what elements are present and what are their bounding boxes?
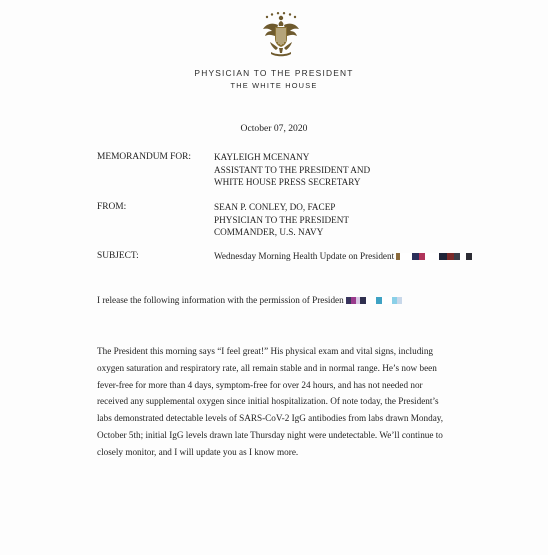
- release-text: I release the following information with the permission of Presiden: [97, 295, 344, 305]
- body-line: The President this morning says “I feel great!” His physical exam and vital signs, including: [97, 346, 434, 356]
- body-line: received any supplemental oxygen since initial hospitalization. Of note today, the President’s: [97, 396, 439, 407]
- recipient-line: KAYLEIGH MCENANY: [214, 152, 310, 162]
- release-statement: [97, 295, 402, 305]
- body-paragraph: [97, 343, 477, 461]
- recipient-line: WHITE HOUSE PRESS SECRETARY: [214, 177, 361, 188]
- memorandum-subject: [214, 250, 472, 263]
- presidential-seal-icon: [261, 12, 301, 58]
- body-line: October 5th; initial IgG levels drawn late Thursday night were undetectable. We’ll continue to: [97, 429, 443, 440]
- memorandum-recipient: [214, 151, 370, 189]
- subject-label: SUBJECT:: [97, 251, 139, 261]
- subject-text: Wednesday Morning Health Update on President: [214, 251, 395, 261]
- memo-date: October 07, 2020: [240, 123, 308, 134]
- sender-line: PHYSICIAN TO THE PRESIDENT: [214, 214, 350, 225]
- memorandum-for-label: MEMORANDUM FOR:: [97, 152, 192, 162]
- recipient-line: ASSISTANT TO THE PRESIDENT AND: [214, 164, 371, 175]
- body-line: oxygen saturation and respiratory rate, all remain stable and in normal range. He’s now been: [97, 362, 437, 373]
- body-line: fever-free for more than 4 days, symptom-free for over 24 hours, and has not needed nor: [97, 379, 423, 390]
- body-line: closely monitor, and I will update you as I know more.: [97, 446, 299, 457]
- redacted-block: [396, 251, 472, 261]
- letterhead-title: PHYSICIAN TO THE PRESIDENT: [194, 68, 354, 78]
- sender-line: COMMANDER, U.S. NAVY: [214, 227, 324, 238]
- memorandum-sender: [214, 201, 349, 239]
- body-line: labs demonstrated detectable levels of SARS-CoV-2 IgG antibodies from labs drawn Monday,: [97, 413, 444, 424]
- letterhead-subtitle: THE WHITE HOUSE: [230, 81, 318, 90]
- sender-line: SEAN P. CONLEY, DO, FACEP: [214, 202, 336, 212]
- from-label: FROM:: [97, 202, 127, 212]
- redacted-block: [346, 295, 402, 305]
